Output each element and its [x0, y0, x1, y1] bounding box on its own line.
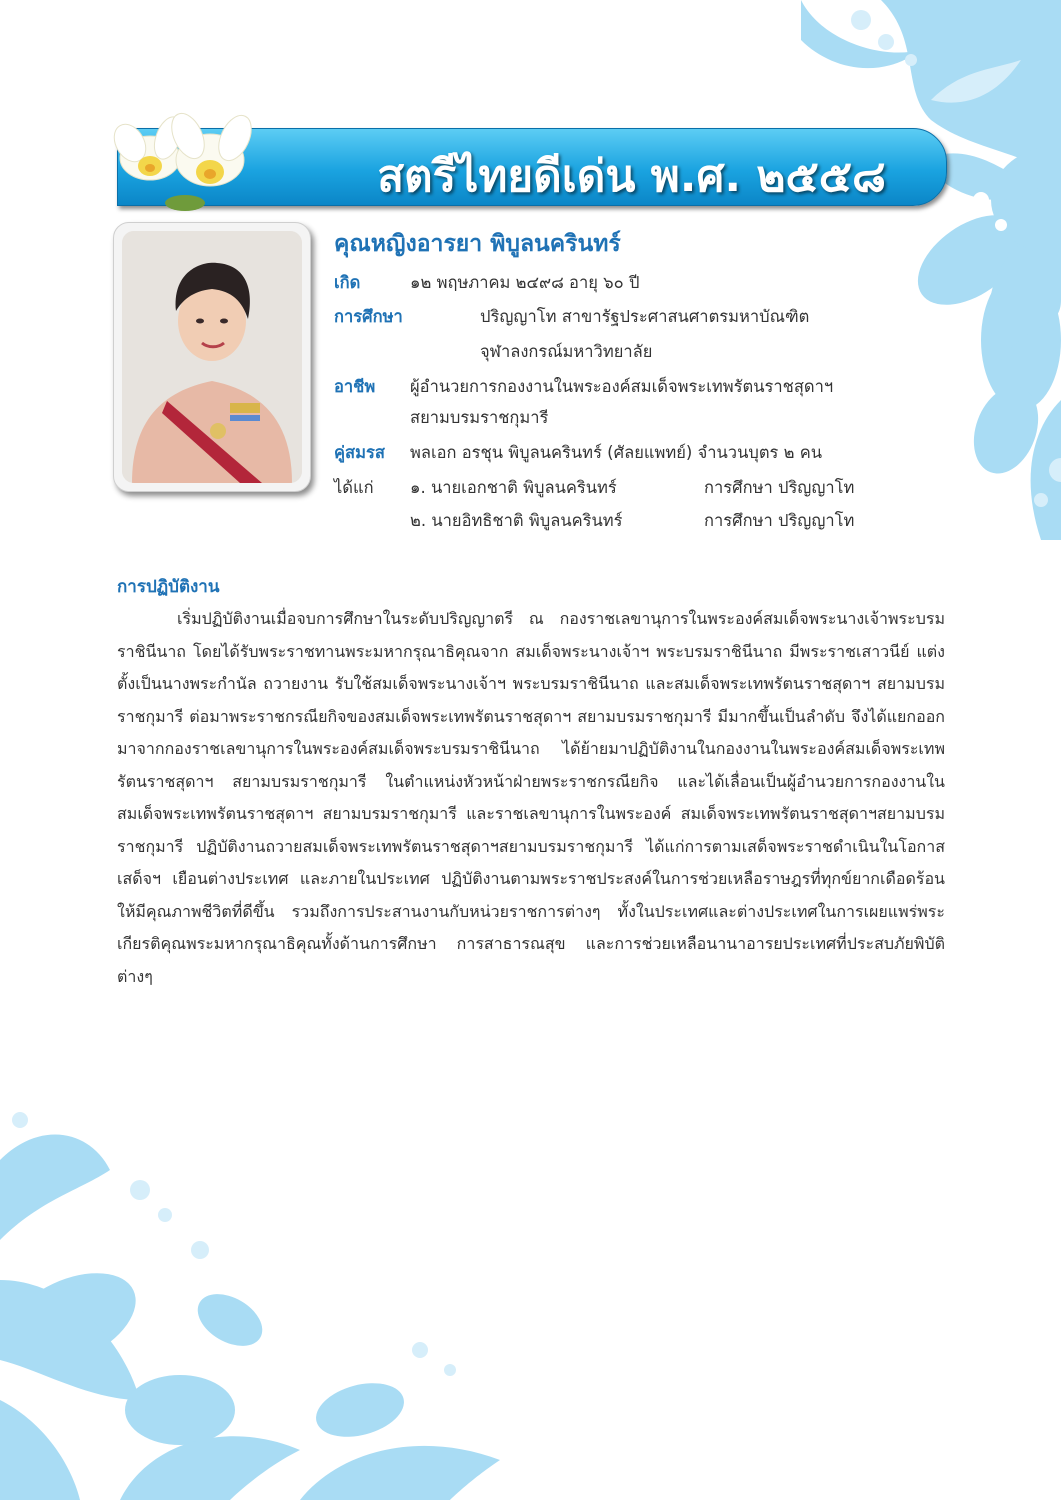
spouse-row	[334, 440, 823, 466]
child-2-name: ๒. นายอิทธิชาติ พิบูลนครินทร์	[410, 511, 623, 530]
banner-title: สตรีไทยดีเด่น พ.ศ. ๒๕๕๘	[377, 151, 886, 202]
portrait-frame	[113, 222, 311, 492]
occupation-line-2: สยามบรมราชกุมารี	[410, 408, 549, 427]
work-paragraph	[117, 603, 945, 993]
education-label: การศึกษา	[334, 307, 403, 326]
birth-label: เกิด	[334, 273, 361, 292]
spouse-label: คู่สมรส	[334, 443, 385, 462]
birth-row	[334, 270, 640, 296]
children-row-1	[334, 475, 855, 501]
birth-value: ๑๒ พฤษภาคม ๒๔๙๘ อายุ ๖๐ ปี	[410, 273, 640, 292]
occupation-label: อาชีพ	[334, 377, 376, 396]
work-paragraph-text: เริ่มปฏิบัติงานเมื่อจบการศึกษาในระดับปริญญาตรี ณ กองราชเลขานุการในพระองค์สมเด็จพระนางเจ้าพระบรมราชินีนาถ โดยได้รับพระราชทานพระมหากรุณาธิคุณจาก สมเด็จพระนางเจ้าฯ พระบรมราชินีนาถ มีพระราชเสาวนีย์ แต่งตั้งเป็นนางพระกำนัล ถวายงาน รับใช้สมเด็จพระนางเจ้าฯ พระบรมราชินีนาถ และสมเด็จพระเทพรัตนราชสุดาฯ สยามบรมราชกุมารี ต่อมาพระราชกรณียกิจของสมเด็จพระเทพรัตนราชสุดาฯ สยามบรมราชกุมารี มีมากขึ้นเป็นลำดับ จึงได้แยกออกมาจากกองราชเลขานุการในพระองค์สมเด็จพระบรมราชินีนาถ ได้ย้ายมาปฏิบัติงานในกองงานในพระองค์สมเด็จพระเทพรัตนราชสุดาฯ สยามบรมราชกุมารี ในตำแหน่งหัวหน้าฝ่ายพระราชกรณียกิจ และได้เลื่อนเป็นผู้อำนวยการกองงานในสมเด็จพระเทพรัตนราชสุดาฯ สยามบรมราชกุมารี และราชเลขานุการในพระองค์ สมเด็จพระเทพรัตนราชสุดาฯสยามบรมราชกุมารี ปฏิบัติงานถวายสมเด็จพระเทพรัตนราชสุดาฯสยามบรมราชกุมารี ได้แก่การตามเสด็จพระราชดำเนินในโอกาสเสด็จฯ เยือนต่างประเทศ และภายในประเทศ ปฏิบัติงานตามพระราชประสงค์ในการช่วยเหลือราษฎรที่ทุกข์ยากเดือดร้อน ให้มีคุณภาพชีวิตที่ดีขึ้น รวมถึงการประสานงานกับหน่วยราชการต่างๆ ทั้งในประเทศและต่างประเทศในการเผยแพร่พระเกียรติคุณพระมหากรุณาธิคุณทั้งด้านการศึกษา การสาธารณสุข และการช่วยเหลือนานาอารยประเทศที่ประสบภัยพิบัติต่างๆ	[117, 609, 945, 986]
orchid-flowers-image	[110, 108, 260, 218]
portrait-photo	[122, 231, 302, 483]
person-name: คุณหญิงอารยา พิบูลนครินทร์	[334, 231, 621, 257]
education-line-2: จุฬาลงกรณ์มหาวิทยาลัย	[480, 342, 653, 361]
spouse-value: พลเอก อรชุน พิบูลนครินทร์ (ศัลยแพทย์) จำนวนบุตร ๒ คน	[410, 443, 823, 462]
occupation-row	[334, 374, 834, 400]
education-row	[334, 304, 810, 330]
work-section-title: การปฏิบัติงาน	[117, 577, 220, 597]
children-label: ได้แก่	[334, 478, 374, 497]
education-line-1: ปริญญาโท สาขารัฐประศาสนศาตรมหาบัณฑิต	[480, 307, 810, 326]
floral-decoration-bottom-left	[0, 1100, 560, 1500]
occupation-line-1: ผู้อำนวยการกองงานในพระองค์สมเด็จพระเทพรัตนราชสุดาฯ	[410, 377, 834, 396]
child-2-education: การศึกษา ปริญญาโท	[704, 511, 855, 530]
child-1-name: ๑. นายเอกชาติ พิบูลนครินทร์	[410, 478, 617, 497]
child-1-education: การศึกษา ปริญญาโท	[704, 478, 855, 497]
